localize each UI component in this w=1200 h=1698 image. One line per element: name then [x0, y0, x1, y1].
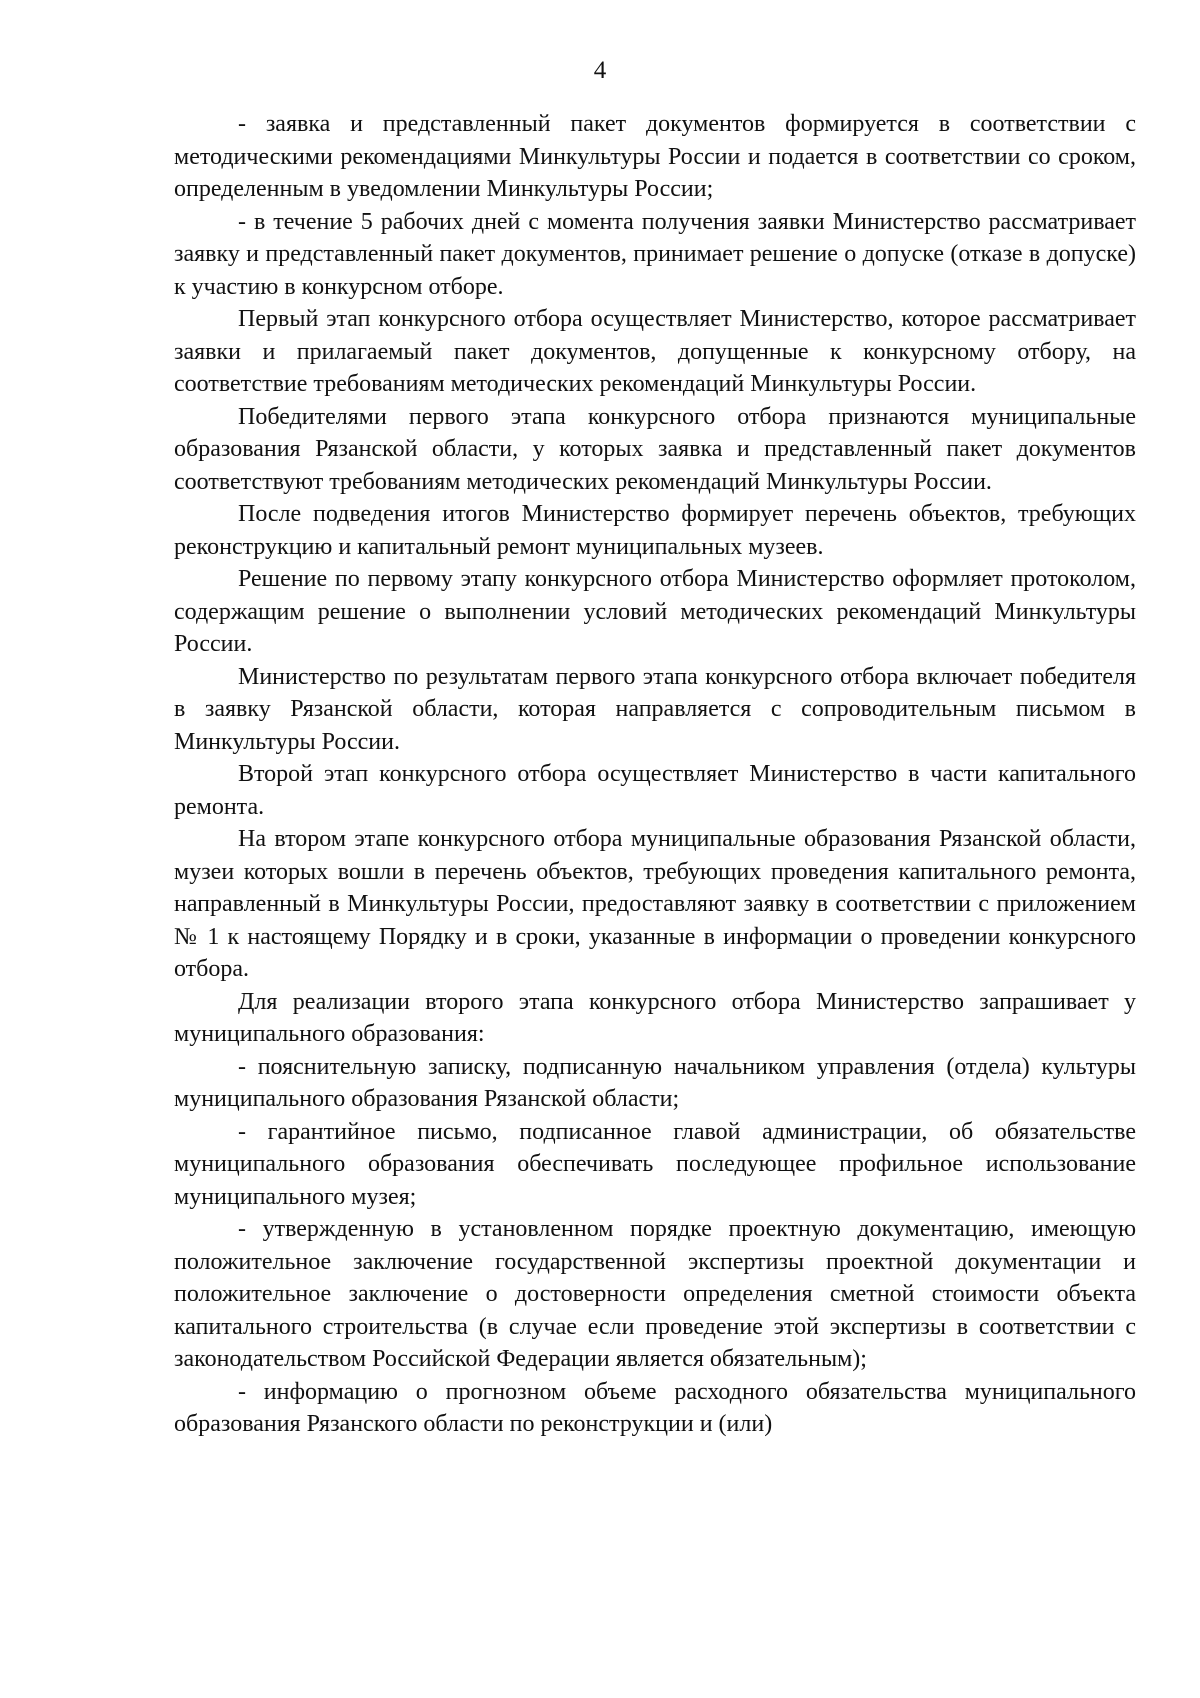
paragraph-review-period: - в течение 5 рабочих дней с момента получения заявки Министерство рассматривает заявку и представленный пакет документов, принимает решение о допуске (отказе в допуске) к участию в конкурсном отборе. [174, 208, 1136, 300]
list-item-project-documentation: - утвержденную в установленном порядке проектную документацию, имеющую положительное заключение государственной экспертизы проектной документации и положительное заключение о достоверности определения сметной стоимости объекта капитального строительства (в случае если проведение этой экспертизы в соответствии с законодательством Российской Федерации является обязательным); [174, 1216, 1136, 1372]
paragraph-results-list: После подведения итогов Министерство формирует перечень объектов, требующих реконструкцию и капитальный ремонт муниципальных музеев. [174, 501, 1136, 560]
paragraph-first-stage: Первый этап конкурсного отбора осуществляет Министерство, которое рассматривает заявки и прилагаемый пакет документов, допущенные к конкурсному отбору, на соответствие требованиям методических рекомендаций Минкультуры России. [174, 306, 1136, 397]
list-item-expenditure-info: - информацию о прогнозном объеме расходного обязательства муниципального образования Рязанского области по реконструкции и (или) [174, 1378, 1136, 1437]
paragraph-ministry-includes: Министерство по результатам первого этапа конкурсного отбора включает победителя в заявку Рязанской области, которая направляется с сопроводительным письмом в Минкультуры России. [174, 663, 1136, 755]
paragraph-application-formation: - заявка и представленный пакет документов формируется в соответствии с методическими рекомендациями Минкультуры России и подается в соответствии со сроком, определенным в уведомлении Минкультуры России; [174, 111, 1136, 202]
paragraph-second-stage: Второй этап конкурсного отбора осуществляет Министерство в части капитального ремонта. [174, 761, 1136, 820]
paragraph-second-stage-application: На втором этапе конкурсного отбора муниципальные образования Рязанской области, музеи которых вошли в перечень объектов, требующих проведения капитального ремонта, направленный в Минкультуры России, предоставляют заявку в соответствии с приложением № 1 к настоящему Порядку и в сроки, указанные в информации о проведении конкурсного отбора. [174, 826, 1136, 982]
list-item-guarantee-letter: - гарантийное письмо, подписанное главой администрации, об обязательстве муниципального образования обеспечивать последующее профильное использование муниципального музея; [174, 1118, 1136, 1210]
paragraph-protocol: Решение по первому этапу конкурсного отбора Министерство оформляет протоколом, содержащим решение о выполнении условий методических рекомендаций Минкультуры России. [174, 566, 1136, 657]
page-number: 4 [593, 57, 607, 84]
document-body [174, 108, 1136, 1441]
paragraph-ministry-requests: Для реализации второго этапа конкурсного отбора Министерство запрашивает у муниципального образования: [174, 988, 1136, 1047]
list-item-explanatory-note: - пояснительную записку, подписанную начальником управления (отдела) культуры муниципального образования Рязанской области; [174, 1053, 1136, 1112]
paragraph-winners: Победителями первого этапа конкурсного отбора признаются муниципальные образования Рязанской области, у которых заявка и представленный пакет документов соответствуют требованиям методических рекомендаций Минкультуры России. [174, 403, 1136, 495]
